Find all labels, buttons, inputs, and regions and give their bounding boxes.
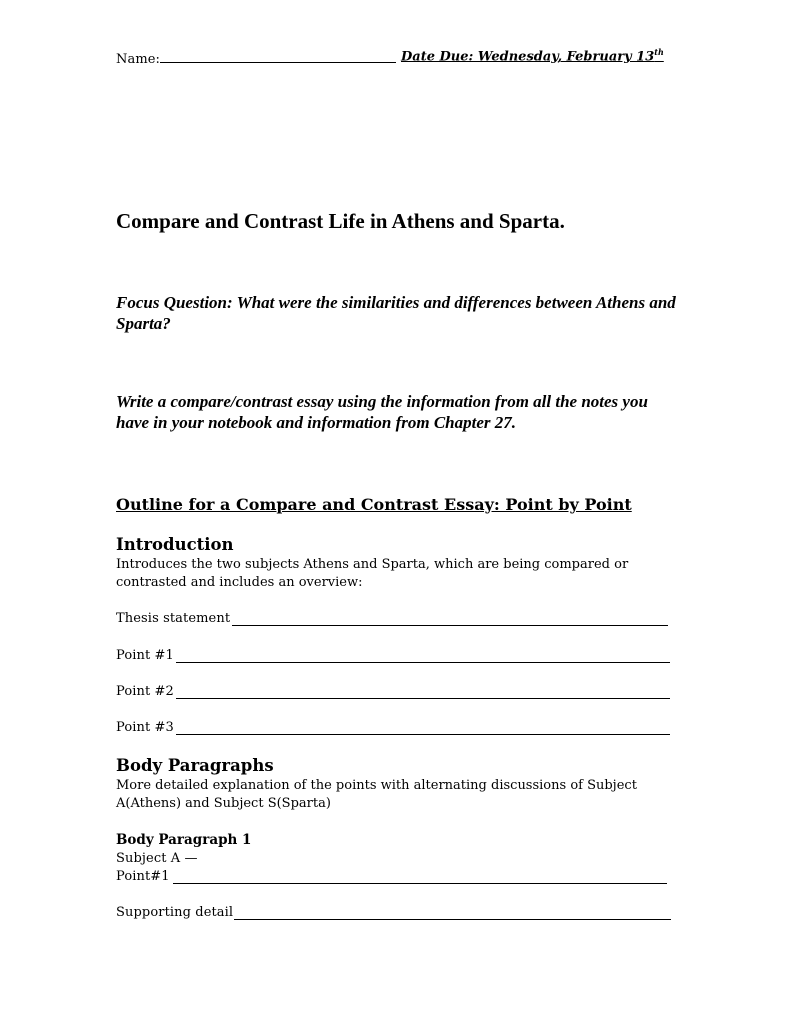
thesis-label: Thesis statement xyxy=(116,611,231,626)
intro-point1-blank-line[interactable] xyxy=(176,662,670,663)
intro-point3-label: Point #3 xyxy=(116,720,174,735)
intro-point2-label: Point #2 xyxy=(116,684,174,699)
introduction-heading: Introduction xyxy=(116,535,234,554)
due-date xyxy=(401,47,664,64)
intro-point2-blank-line[interactable] xyxy=(176,698,670,699)
supporting-detail-blank-line[interactable] xyxy=(234,919,671,920)
outline-heading: Outline for a Compare and Contrast Essay: Point by Point xyxy=(116,495,632,514)
intro-point1-label: Point #1 xyxy=(116,648,174,663)
body-point1-label: Point#1 xyxy=(116,869,170,884)
supporting-detail-label: Supporting detail xyxy=(116,905,234,920)
due-date-suffix: th xyxy=(654,47,664,57)
body-point1-blank-line[interactable] xyxy=(173,883,667,884)
name-blank-line[interactable] xyxy=(160,48,396,63)
name-label: Name: xyxy=(116,52,161,67)
page-title: Compare and Contrast Life in Athens and Sparta. xyxy=(116,209,565,233)
body-paragraph-1-heading: Body Paragraph 1 xyxy=(116,832,252,848)
name-field xyxy=(116,48,396,67)
due-date-text: Date Due: Wednesday, February 13 xyxy=(401,49,655,65)
subject-a-label: Subject A — xyxy=(116,851,198,866)
focus-question: Focus Question: What were the similarities and differences between Athens and Sparta? xyxy=(116,293,676,333)
body-paragraphs-heading: Body Paragraphs xyxy=(116,756,274,775)
introduction-description: Introduces the two subjects Athens and Sparta, which are being compared or contrasted and includes an overview: xyxy=(116,557,629,590)
essay-instruction: Write a compare/contrast essay using the information from all the notes you have in your notebook and information from Chapter 27. xyxy=(116,392,648,432)
body-paragraphs-description: More detailed explanation of the points with alternating discussions of Subject A(Athens) and Subject S(Sparta) xyxy=(116,778,637,811)
intro-point3-blank-line[interactable] xyxy=(176,734,670,735)
thesis-blank-line[interactable] xyxy=(232,625,668,626)
